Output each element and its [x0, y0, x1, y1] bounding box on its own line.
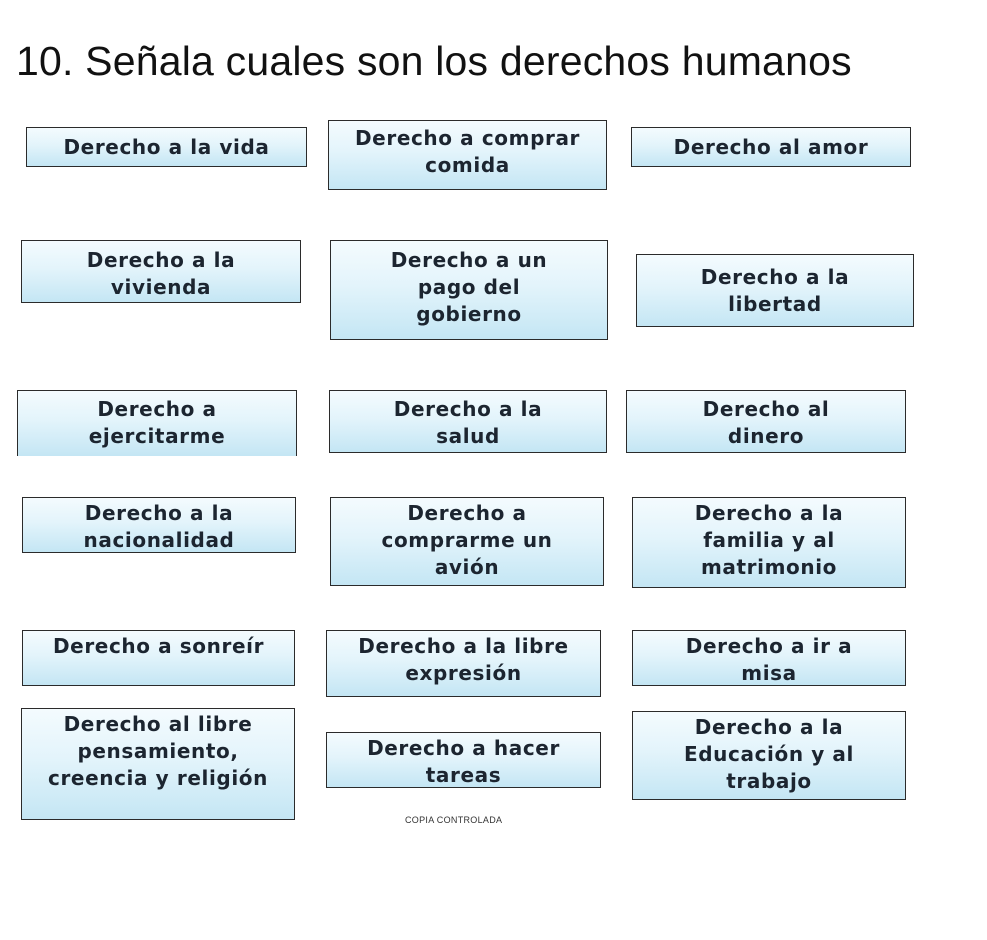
card-label: Derecho a la nacionalidad: [83, 501, 235, 552]
right-card-freedom[interactable]: [636, 254, 914, 327]
card-label: Derecho a la familia y al matrimonio: [694, 501, 844, 579]
card-label: Derecho a la vida: [63, 134, 270, 159]
card-label: Derecho al dinero: [702, 397, 830, 448]
controlled-copy-stamp: COPIA CONTROLADA: [405, 815, 503, 823]
right-card-love[interactable]: [631, 127, 911, 167]
right-card-life[interactable]: [26, 127, 307, 167]
right-card-go-to-mass[interactable]: [632, 630, 906, 686]
question-title: 10. Señala cuales son los derechos humanos: [16, 38, 852, 84]
right-card-exercise[interactable]: [17, 390, 297, 456]
right-card-education-work[interactable]: [632, 711, 906, 800]
card-label: Derecho a un pago del gobierno: [390, 248, 548, 326]
right-card-smile[interactable]: [22, 630, 295, 686]
card-label: Derecho al libre pensamiento, creencia y religión: [48, 712, 268, 790]
card-label: Derecho a la salud: [393, 397, 543, 448]
card-label: Derecho a hacer tareas: [367, 736, 560, 787]
right-card-housing[interactable]: [21, 240, 301, 303]
card-label: Derecho a ejercitarme: [88, 397, 226, 448]
right-card-free-expression[interactable]: [326, 630, 601, 697]
card-label: Derecho a la Educación y al trabajo: [684, 715, 854, 793]
right-card-free-thought[interactable]: [21, 708, 295, 820]
right-card-family-marriage[interactable]: [632, 497, 906, 588]
card-label: Derecho a sonreír: [52, 634, 265, 658]
card-label: Derecho a la vivienda: [86, 248, 236, 299]
right-card-buy-food[interactable]: [328, 120, 607, 190]
right-card-buy-plane[interactable]: [330, 497, 604, 586]
card-label: Derecho a comprarme un avión: [381, 501, 553, 579]
card-label: Derecho a ir a misa: [685, 634, 853, 685]
card-label: Derecho a comprar comida: [354, 126, 581, 177]
right-card-health[interactable]: [329, 390, 607, 453]
card-label: Derecho a la libre expresión: [358, 634, 569, 685]
card-label: Derecho al amor: [673, 134, 869, 159]
right-card-do-homework[interactable]: [326, 732, 601, 788]
right-card-government-pay[interactable]: [330, 240, 608, 340]
right-card-money[interactable]: [626, 390, 906, 453]
right-card-nationality[interactable]: [22, 497, 296, 553]
card-label: Derecho a la libertad: [700, 264, 850, 316]
